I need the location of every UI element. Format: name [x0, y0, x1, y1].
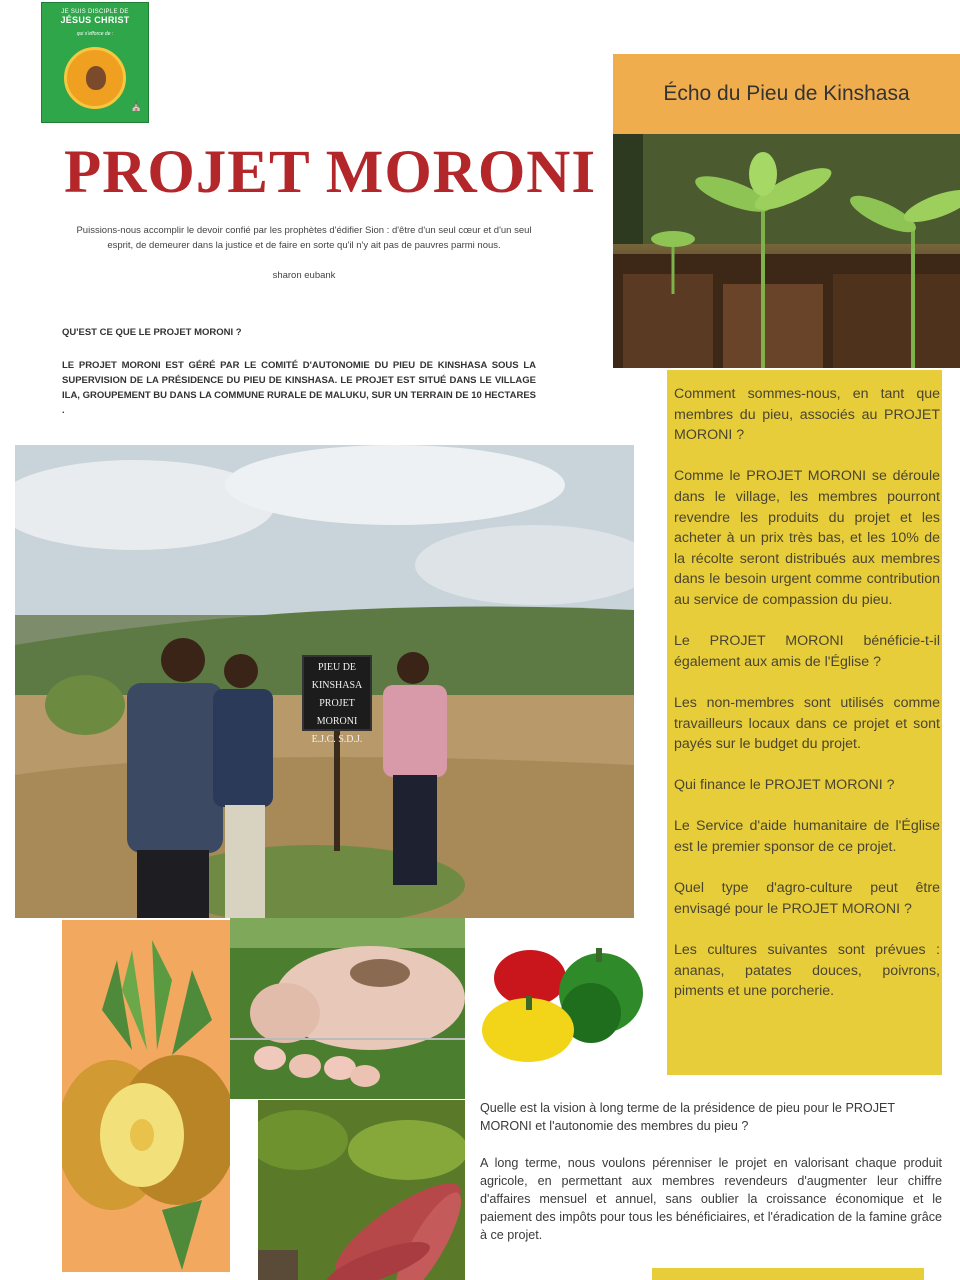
logo-line-3: qui s'efforce de : — [76, 31, 114, 37]
page-title: PROJET MORONI — [64, 139, 597, 206]
intro-text: LE PROJET MORONI EST GÉRÉ PAR LE COMITÉ D'AUTONOMIE DU PIEU DE KINSHASA SOUS LA SUPERVISION DE LA PRÉSIDENCE DU PIEU DE KINSHASA. LE PROJET EST SITUÉ DANS LE VILLAGE ILA, GROUPEMENT BU DANS LA COMMUNE RURALE DE MALUKU, SUR UN TERRAIN DE 10 HECTARES . — [62, 360, 536, 416]
sign-line-2: PROJET MORONI — [316, 698, 358, 727]
logo-seal — [64, 47, 126, 109]
faq-question-2: Le PROJET MORONI bénéficie-t-il également aux amis de l'Église ? — [674, 633, 940, 670]
sign-post — [334, 731, 340, 851]
quote-author: sharon eubank — [272, 270, 336, 281]
logo-line-2: JÉSUS CHRIST — [60, 15, 130, 25]
faq-answer-1: Comme le PROJET MORONI se déroule dans le village, les membres pourront revendre les produits du projet et les acheter à un prix très bas, et les 10% de la récolte seront distribués aux membres dans le besoin urgent comme contribution au service de compassion du pieu. — [674, 468, 940, 608]
seedling-photo — [613, 134, 960, 368]
project-sign — [302, 655, 372, 745]
sign-line-3: E.J.C. S.D.J. — [311, 734, 363, 745]
pineapple-photo — [62, 920, 230, 1272]
faq-answer-3: Le Service d'aide humanitaire de l'Église est le premier sponsor de ce projet. — [674, 818, 940, 856]
newsletter-header — [613, 54, 960, 134]
faq-question-1: Comment sommes-nous, en tant que membres du pieu, associés au PROJET MORONI ? — [674, 386, 940, 444]
newsletter-name: Écho du Pieu de Kinshasa — [663, 82, 910, 105]
logo-line-1: JE SUIS DISCIPLE DE — [61, 9, 129, 15]
logo — [41, 2, 149, 123]
peppers-photo — [466, 918, 666, 1088]
vision-answer: A long terme, nous voulons pérenniser le projet en valorisant chaque produit agricole, en permettant aux membres revendeurs d'augmenter leur chiffre d'affaires mensuel et annuel, sans oublier la croissance économique et le paiement des impôts pour tous les bénéficiaires, et l'éradication de la famine grâce à ce projet. — [480, 1156, 942, 1242]
footer-band — [652, 1268, 924, 1280]
pig-photo — [230, 918, 465, 1099]
faq-question-3: Qui finance le PROJET MORONI ? — [674, 777, 895, 794]
intro-question: QU'EST CE QUE LE PROJET MORONI ? — [62, 327, 242, 338]
faq-column — [667, 370, 942, 1075]
sign-line-1: PIEU DE KINSHASA — [311, 662, 363, 691]
faq-answer-4: Les cultures suivantes sont prévues : ananas, patates douces, poivrons, piments et une porcherie. — [674, 942, 940, 1000]
sweet-potato-photo — [258, 1100, 465, 1280]
quote-text: Puissions-nous accomplir le devoir confié par les prophètes d'édifier Sion : d'être d'un seul cœur et d'un seul esprit, de demeurer dans la justice et de faire en sorte qu'il n'y ait pas de pauvres parmi nous. — [76, 225, 532, 251]
vision-question: Quelle est la vision à long terme de la présidence de pieu pour le PROJET MORONI et l'autonomie des membres du pieu ? — [480, 1101, 895, 1133]
faq-question-4: Quel type d'agro-culture peut être envisagé pour le PROJET MORONI ? — [674, 880, 940, 917]
faq-answer-2: Les non-membres sont utilisés comme travailleurs locaux dans ce projet et sont payés sur le budget du projet. — [674, 694, 940, 753]
portrait-icon — [86, 66, 106, 90]
church-icon: ⛪ — [130, 101, 142, 111]
